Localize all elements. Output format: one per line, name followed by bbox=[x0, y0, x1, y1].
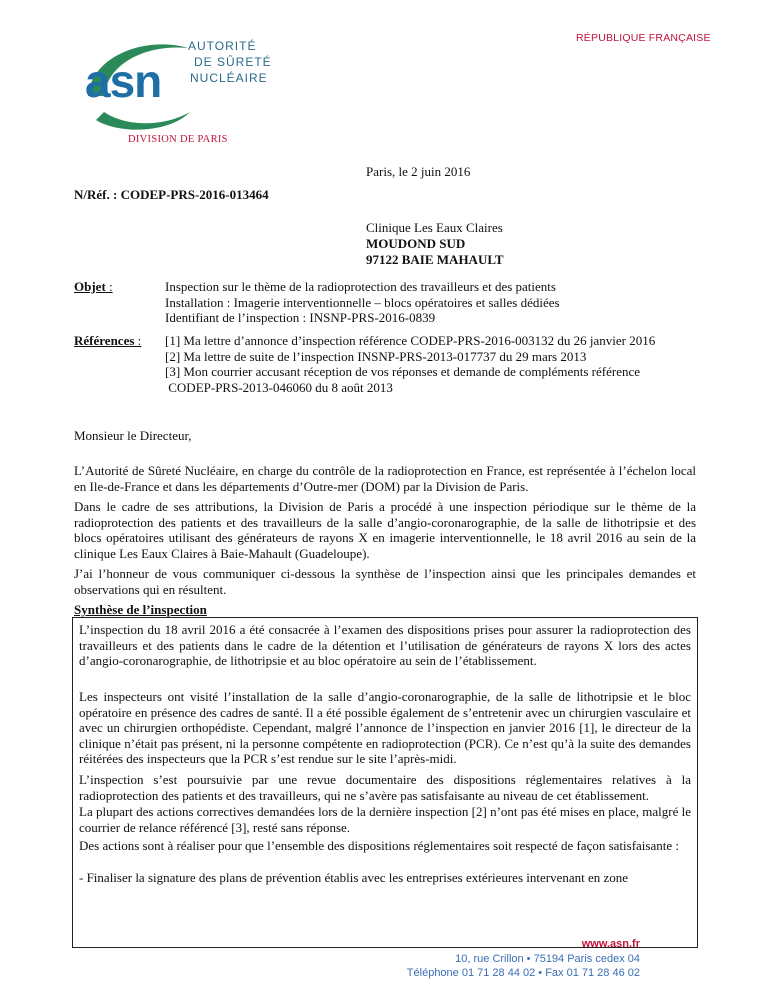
reference-line: CODEP-PRS-2013-046060 du 8 août 2013 bbox=[165, 379, 393, 395]
body-paragraph: J’ai l’honneur de vous communiquer ci-dessous la synthèse de l’inspection ainsi que les principales demandes et observations qui en résultent. bbox=[74, 566, 696, 597]
synthese-paragraph: - Finaliser la signature des plans de prévention établis avec les entreprises extérieures intervenant en zone bbox=[79, 870, 629, 885]
objet-label-colon: : bbox=[105, 279, 113, 294]
logo-line: NUCLÉAIRE bbox=[190, 71, 268, 85]
reference-line: [2] Ma lettre de suite de l’inspection INSNP-PRS-2013-017737 du 29 mars 2013 bbox=[165, 348, 587, 364]
footer-phone: Téléphone 01 71 28 44 02 • Fax 01 71 28 46 02 bbox=[406, 967, 640, 979]
objet-line: Identifiant de l’inspection : INSNP-PRS-2016-0839 bbox=[165, 310, 436, 325]
synthese-box bbox=[72, 617, 698, 948]
reference-line: [1] Ma lettre d’annonce d’inspection référence CODEP-PRS-2016-003132 du 26 janvier 2016 bbox=[165, 333, 656, 348]
objet-line: Inspection sur le thème de la radioprotection des travailleurs et des patients bbox=[165, 279, 556, 294]
republique-francaise: RÉPUBLIQUE FRANÇAISE bbox=[576, 32, 711, 44]
references-label-text: Références bbox=[74, 333, 135, 348]
references-block bbox=[165, 333, 655, 395]
letter-date: Paris, le 2 juin 2016 bbox=[366, 164, 471, 179]
synthese-paragraph: L’inspection s’est poursuivie par une revue documentaire des dispositions réglementaires relatives à la radioprotection des patients et des travailleurs, qui ne s’avère pas satisfaisante au niveau de cet établissement. bbox=[79, 772, 691, 803]
objet-block bbox=[165, 279, 560, 326]
address-line: MOUDOND SUD bbox=[366, 236, 466, 251]
synthese-title: Synthèse de l’inspection bbox=[74, 602, 207, 617]
references-label-colon: : bbox=[134, 333, 142, 348]
logo-wordmark: asn bbox=[85, 55, 162, 107]
logo-authority-name bbox=[188, 38, 272, 86]
logo-line: DE SÛRETÉ bbox=[194, 55, 272, 69]
logo-line: AUTORITÉ bbox=[188, 39, 257, 53]
body-paragraph: L’Autorité de Sûreté Nucléaire, en charge du contrôle de la radioprotection en France, est représentée à l’échelon local en Ile-de-France et dans les départements d’Outre-mer (DOM) par la Division de Paris. bbox=[74, 463, 696, 494]
recipient-address bbox=[366, 220, 503, 268]
reference-line: [3] Mon courrier accusant réception de vos réponses et demande de compléments référence bbox=[165, 364, 641, 379]
salutation: Monsieur le Directeur, bbox=[74, 428, 192, 443]
address-line: 97122 BAIE MAHAULT bbox=[366, 252, 504, 267]
objet-line: Installation : Imagerie interventionnelle – blocs opératoires et salles dédiées bbox=[165, 294, 560, 310]
address-line: Clinique Les Eaux Claires bbox=[366, 220, 503, 235]
division-name: DIVISION DE PARIS bbox=[128, 134, 228, 145]
footer-website[interactable]: www.asn.fr bbox=[581, 938, 640, 950]
synthese-paragraph: Des actions sont à réaliser pour que l’ensemble des dispositions réglementaires soit respecté de façon satisfaisante : bbox=[79, 838, 679, 853]
footer-address: 10, rue Crillon • 75194 Paris cedex 04 bbox=[455, 953, 640, 965]
synthese-paragraph: Les inspecteurs ont visité l’installation de la salle d’angio-coronarographie, de la salle de lithotripsie et le bloc opératoire en présence des cadres de santé. Il a été possible également de s’entretenir avec un chirurgien vasculaire et avec un chirurgien orthopédiste. Cependant, malgré l’annonce de l’inspection en janvier 2016 [1], le directeur de la clinique n’était pas présent, ni la personne compétente en radioprotection (PCR). Ce n’est qu’à la suite des demandes réitérées des inspecteurs que la PCR s’est rendue sur le site l’après-midi. bbox=[79, 689, 691, 766]
body-paragraph: Dans le cadre de ses attributions, la Division de Paris a procédé à une inspection périodique sur le thème de la radioprotection des patients et des travailleurs de la salle d’angio-coronarographie, de la salle de lithotripsie et des blocs opératoires utilisant des générateurs de rayons X en imagerie interventionnelle, le 18 avril 2016 au sein de la clinique Les Eaux Claires à Baie-Mahault (Guadeloupe). bbox=[74, 499, 696, 561]
objet-label-text: Objet bbox=[74, 279, 106, 294]
letter-reference: N/Réf. : CODEP-PRS-2016-013464 bbox=[74, 187, 269, 202]
synthese-paragraph: L’inspection du 18 avril 2016 a été consacrée à l’examen des dispositions prises pour assurer la radioprotection des travailleurs et des patients dans le cadre de la détention et l’utilisation de générateurs de rayons X lors des actes d’angio-coronarographie, de lithotripsie et au bloc opératoire au sein de l’établissement. bbox=[79, 622, 691, 668]
references-label bbox=[74, 333, 141, 349]
objet-label bbox=[74, 279, 113, 295]
synthese-paragraph: La plupart des actions correctives demandées lors de la dernière inspection [2] n’ont pas été mises en place, malgré le courrier de relance référencé [3], resté sans réponse. bbox=[79, 804, 691, 835]
